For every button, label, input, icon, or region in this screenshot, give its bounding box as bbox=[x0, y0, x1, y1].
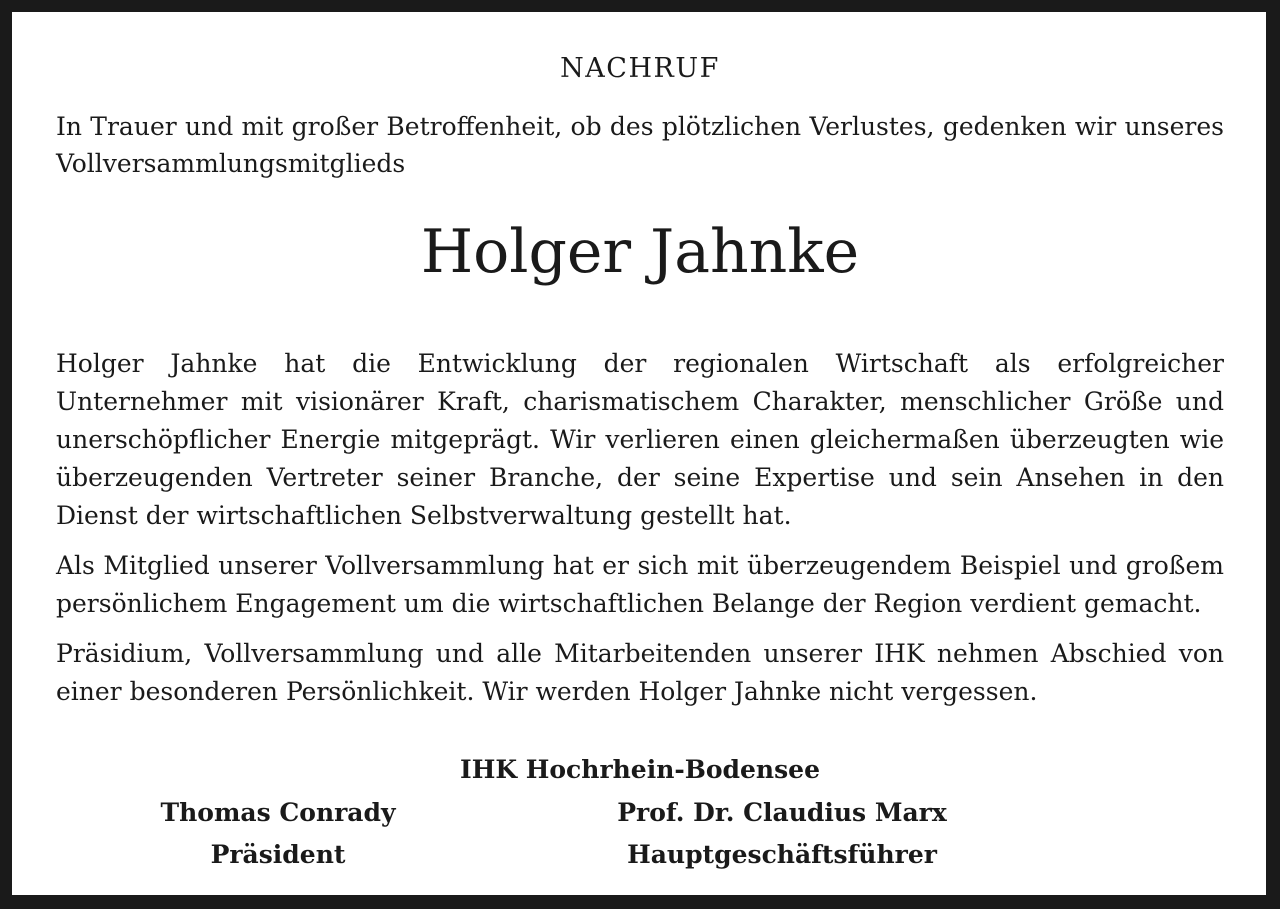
notice-intro: In Trauer und mit großer Betroffenheit, ob des plötzlichen Verlustes, gedenken wir unseres Vollversammlungsmitglieds bbox=[56, 112, 1224, 178]
signer-name: Prof. Dr. Claudius Marx bbox=[617, 798, 947, 827]
notice-body bbox=[56, 345, 1224, 723]
organization-name: IHK Hochrhein-Bodensee bbox=[460, 755, 820, 784]
signer-title: Hauptgeschäftsführer bbox=[627, 840, 937, 869]
body-paragraph: Als Mitglied unserer Vollversammlung hat er sich mit überzeugendem Beispiel und großem persönlichem Engagement um die wirtschaftlichen Belange der Region verdient gemacht. bbox=[56, 551, 1224, 618]
deceased-name: Holger Jahnke bbox=[420, 217, 860, 287]
signer-title: Präsident bbox=[210, 840, 346, 869]
obituary-notice bbox=[12, 12, 1266, 895]
signer-name: Thomas Conrady bbox=[160, 798, 396, 827]
signer-managing-director bbox=[522, 792, 1042, 876]
body-paragraph: Präsidium, Vollversammlung und alle Mitarbeitenden unserer IHK nehmen Abschied von einer besonderen Persönlichkeit. Wir werden Holger Jahnke nicht vergessen. bbox=[56, 639, 1224, 706]
signer-president bbox=[18, 792, 538, 876]
notice-heading: NACHRUF bbox=[560, 53, 720, 84]
body-paragraph: Holger Jahnke hat die Entwicklung der regionalen Wirtschaft als erfolgreicher Unternehmer mit visionärer Kraft, charismatischem Charakter, menschlicher Größe und unerschöpflicher Energie mitgeprägt. Wir verlieren einen gleichermaßen überzeugten wie überzeugenden Vertreter seiner Branche, der seine Expertise und sein Ansehen in den Dienst der wirtschaftlichen Selbstverwaltung gestellt hat. bbox=[56, 349, 1224, 530]
